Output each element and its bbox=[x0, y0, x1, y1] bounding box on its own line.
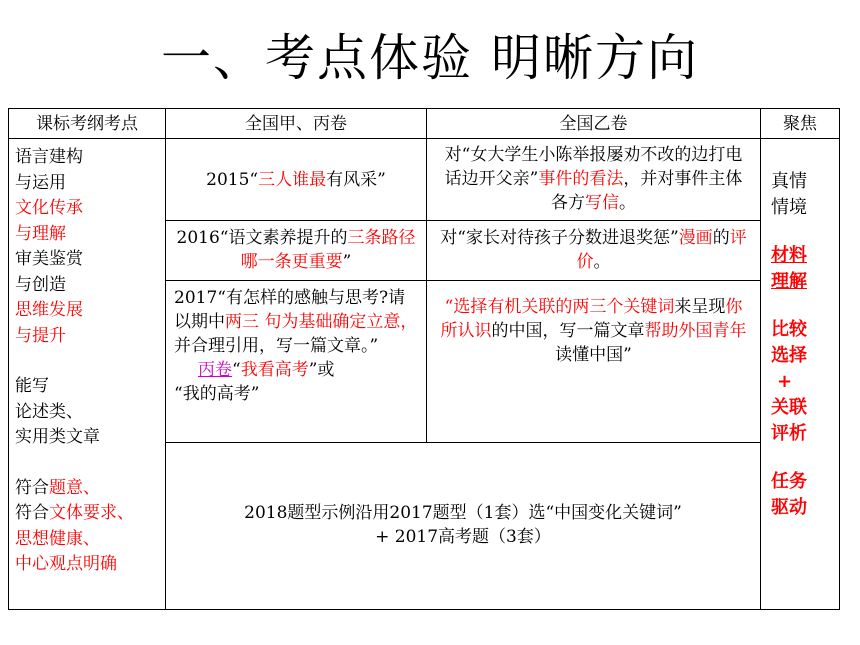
example-line: 2018题型示例沿用2017题型（1套）选“中国变化关键词” bbox=[244, 503, 682, 523]
prompt-text: 的 bbox=[712, 228, 730, 248]
prompt-text: 2016“语文素养提升的 bbox=[176, 228, 348, 248]
prompt-highlight: 评价 bbox=[576, 228, 747, 272]
focus-item: 比较 bbox=[771, 319, 807, 340]
syllabus-line: 思维发展 bbox=[15, 300, 83, 320]
example-line: + 2017高考题（3套） bbox=[375, 527, 551, 547]
syllabus-text: 符合 bbox=[15, 477, 49, 498]
prompt-highlight: 三条路径哪一条更重要 bbox=[240, 228, 416, 272]
syllabus-line: 语言建构 bbox=[15, 147, 83, 167]
header-paper-yi: 全国乙卷 bbox=[427, 109, 761, 139]
prompt-text: 来呈现 bbox=[674, 297, 726, 317]
comparison-table bbox=[8, 108, 840, 610]
prompt-highlight: 写信 bbox=[585, 193, 619, 213]
prompt-text: 的中国，写一篇文章 bbox=[491, 321, 645, 341]
focus-item: 情境 bbox=[771, 197, 807, 218]
focus-item: 关联 bbox=[771, 397, 807, 418]
prompt-highlight: 事件的看法 bbox=[538, 169, 624, 189]
prompt-text: 2017“有怎样的感触与思考?请以期中 bbox=[174, 288, 406, 332]
syllabus-line: 实用类文章 bbox=[15, 427, 100, 447]
row2-jia-bing bbox=[166, 221, 427, 281]
prompt-text: 2015“ bbox=[206, 169, 259, 190]
prompt-text: 对“女大学生小陈举报屡劝不改的边打电话边开父亲” bbox=[444, 145, 743, 189]
focus-item: 理解 bbox=[771, 271, 807, 292]
focus-item: 驱动 bbox=[771, 497, 807, 518]
prompt-text: “我的高考” bbox=[174, 384, 260, 404]
prompt-text: 读懂中国” bbox=[555, 345, 632, 365]
syllabus-text: 符合 bbox=[15, 503, 49, 523]
syllabus-line: 文化传承 bbox=[15, 198, 83, 218]
prompt-text: 。 bbox=[593, 252, 611, 272]
syllabus-highlight: 题意、 bbox=[49, 477, 100, 498]
prompt-text: “ bbox=[232, 360, 241, 380]
row1-yi bbox=[427, 139, 761, 221]
prompt-text: ，并对事件主体各方 bbox=[551, 169, 743, 213]
syllabus-line: 与运用 bbox=[15, 172, 66, 193]
prompt-text: ” bbox=[342, 252, 352, 272]
prompt-highlight: 漫画 bbox=[678, 228, 713, 248]
prompt-highlight: “选择有机关联的两三个关键词 bbox=[444, 297, 675, 317]
paper-bing-link[interactable]: 丙卷 bbox=[198, 360, 232, 380]
prompt-text: 对“家长对待孩子分数进退奖惩” bbox=[440, 228, 679, 248]
syllabus-line: 与理解 bbox=[15, 223, 66, 244]
prompt-highlight: 帮助外国青年 bbox=[644, 321, 747, 341]
focus-item: 任务 bbox=[771, 471, 807, 492]
prompt-highlight: 两三 句为基础确定立意， bbox=[225, 312, 418, 332]
focus-item: 材料 bbox=[771, 245, 807, 266]
focus-item: 评析 bbox=[771, 423, 807, 444]
row2-yi bbox=[427, 221, 761, 281]
prompt-highlight: 我看高考 bbox=[240, 360, 309, 380]
focus-item: + bbox=[777, 371, 793, 392]
syllabus-line: 论述类、 bbox=[15, 401, 83, 422]
focus-item: 真情 bbox=[771, 171, 807, 192]
row3-jia-bing bbox=[166, 281, 427, 443]
page-title: 一、考点体验 明晰方向 bbox=[161, 29, 699, 87]
header-syllabus: 课标考纲考点 bbox=[9, 109, 166, 139]
syllabus-line: 能写 bbox=[15, 376, 49, 396]
prompt-text: 。 bbox=[619, 193, 636, 213]
syllabus-points bbox=[9, 139, 166, 609]
syllabus-line: 与创造 bbox=[15, 274, 66, 295]
row4-example bbox=[166, 443, 761, 609]
syllabus-line: 中心观点明确 bbox=[15, 554, 117, 574]
prompt-text: 并合理引用，写一篇文章。” bbox=[174, 336, 379, 356]
syllabus-line bbox=[15, 501, 165, 527]
syllabus-line: 思想健康、 bbox=[15, 528, 100, 549]
prompt-highlight: 三人谁最 bbox=[258, 169, 327, 190]
syllabus-line: 审美鉴赏 bbox=[15, 249, 83, 269]
prompt-highlight: 你所认识 bbox=[440, 297, 743, 341]
syllabus-highlight: 文体要求、 bbox=[49, 503, 134, 523]
row1-jia-bing bbox=[166, 139, 427, 221]
prompt-text: ”或 bbox=[308, 360, 335, 380]
header-focus: 聚焦 bbox=[761, 109, 839, 139]
prompt-text: 有风采” bbox=[326, 169, 386, 190]
row3-yi bbox=[427, 281, 761, 443]
focus-column bbox=[761, 139, 839, 609]
syllabus-line: 与提升 bbox=[15, 325, 66, 346]
syllabus-line bbox=[15, 476, 165, 502]
focus-item: 选择 bbox=[771, 345, 807, 366]
header-paper-jia-bing: 全国甲、丙卷 bbox=[166, 109, 427, 139]
